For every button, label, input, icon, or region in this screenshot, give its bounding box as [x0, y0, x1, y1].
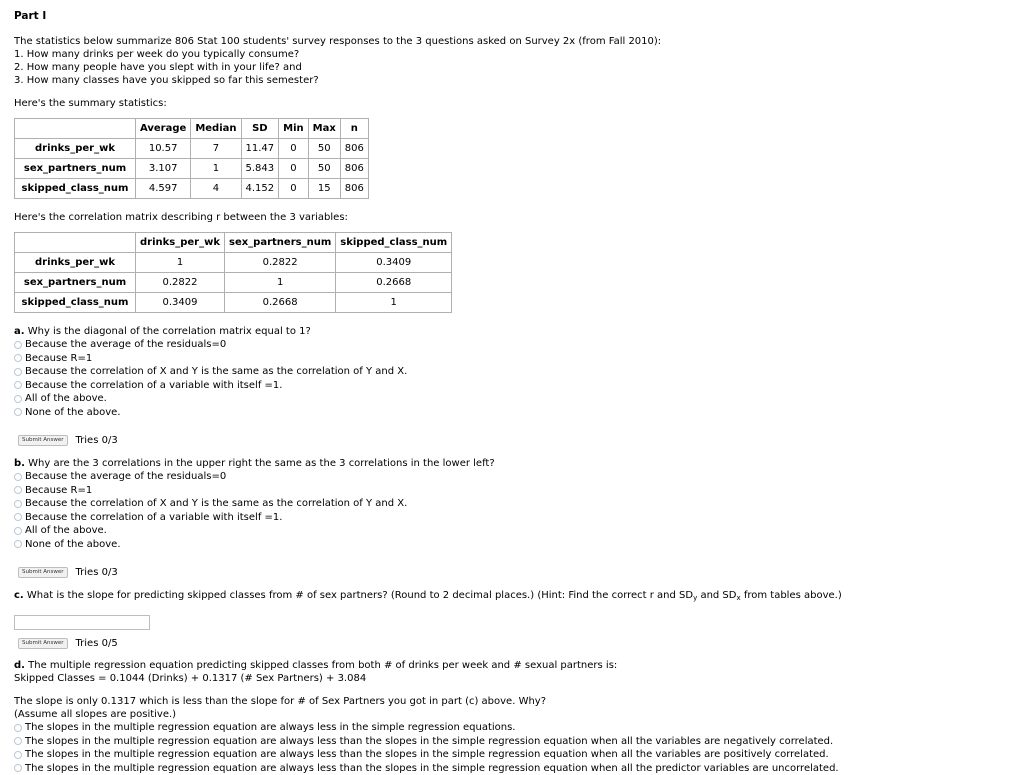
row-label: sex_partners_num — [15, 273, 136, 293]
table-cell: 11.47 — [241, 139, 279, 159]
option-label: Because the correlation of a variable with itself =1. — [25, 379, 282, 392]
followup-question: The slope is only 0.1317 which is less than the slope for # of Sex Partners you got in part (c) above. Why? — [14, 695, 1010, 708]
table-cell: 50 — [308, 159, 340, 179]
option-label: All of the above. — [25, 392, 107, 405]
row-label: drinks_per_wk — [15, 253, 136, 273]
regression-equation: Skipped Classes = 0.1044 (Drinks) + 0.1317 (# Sex Partners) + 3.084 — [14, 672, 1010, 685]
table-cell: 0.2668 — [336, 273, 452, 293]
summary-header-cell: SD — [241, 119, 279, 139]
tries-counter: Tries 0/5 — [76, 637, 118, 650]
assumption-note: (Assume all slopes are positive.) — [14, 708, 1010, 721]
corr-header-cell: skipped_class_num — [336, 233, 452, 253]
question-label: c. — [14, 590, 24, 601]
radio-button[interactable] — [14, 395, 22, 403]
table-cell: 1 — [225, 273, 336, 293]
option-label: Because the correlation of X and Y is the same as the correlation of Y and X. — [25, 497, 407, 510]
subscript-y: y — [693, 594, 697, 602]
question-text: Why is the diagonal of the correlation matrix equal to 1? — [28, 326, 311, 337]
question-b-prompt — [14, 457, 1010, 470]
table-cell: 0 — [279, 179, 309, 199]
answer-option[interactable] — [14, 365, 1010, 379]
option-label: Because the correlation of a variable with itself =1. — [25, 511, 282, 524]
answer-option[interactable] — [14, 352, 1010, 366]
answer-option[interactable] — [14, 484, 1010, 498]
submit-answer-button[interactable]: Submit Answer — [18, 567, 68, 578]
table-cell: 4.597 — [136, 179, 191, 199]
table-cell: 0.3409 — [336, 253, 452, 273]
intro-question-2: 2. How many people have you slept with in your life? and — [14, 61, 1010, 74]
question-label: d. — [14, 660, 25, 671]
summary-heading: Here's the summary statistics: — [14, 97, 1010, 110]
radio-button[interactable] — [14, 500, 22, 508]
submit-row — [14, 565, 1010, 579]
radio-button[interactable] — [14, 724, 22, 732]
table-cell: 806 — [340, 179, 368, 199]
table-row — [15, 273, 452, 293]
radio-button[interactable] — [14, 540, 22, 548]
option-label: All of the above. — [25, 524, 107, 537]
question-label: a. — [14, 326, 25, 337]
table-cell: 0.3409 — [136, 293, 225, 313]
question-c-prompt — [14, 589, 1010, 605]
answer-option[interactable] — [14, 748, 1010, 762]
summary-header-cell: Median — [191, 119, 241, 139]
submit-row — [14, 433, 1010, 447]
table-row — [15, 159, 369, 179]
submit-answer-button[interactable]: Submit Answer — [18, 435, 68, 446]
correlation-heading: Here's the correlation matrix describing r between the 3 variables: — [14, 211, 1010, 224]
question-text-end: from tables above.) — [741, 590, 842, 601]
radio-button[interactable] — [14, 381, 22, 389]
submit-answer-button[interactable]: Submit Answer — [18, 638, 68, 649]
radio-button[interactable] — [14, 341, 22, 349]
corr-header-cell: sex_partners_num — [225, 233, 336, 253]
table-row — [15, 139, 369, 159]
radio-button[interactable] — [14, 408, 22, 416]
intro-question-1: 1. How many drinks per week do you typically consume? — [14, 48, 1010, 61]
option-label: The slopes in the multiple regression equation are always less than the slopes in the simple regression equation when all the variables are positively correlated. — [25, 748, 829, 761]
summary-header-cell: n — [340, 119, 368, 139]
summary-statistics-table — [14, 118, 369, 199]
radio-button[interactable] — [14, 368, 22, 376]
answer-option[interactable] — [14, 538, 1010, 552]
question-text: Why are the 3 correlations in the upper right the same as the 3 correlations in the lower left? — [28, 458, 494, 469]
question-b — [14, 457, 1010, 579]
intro-line: The statistics below summarize 806 Stat 100 students' survey responses to the 3 questions asked on Survey 2x (from Fall 2010): — [14, 35, 1010, 48]
radio-button[interactable] — [14, 513, 22, 521]
corr-corner-cell — [15, 233, 136, 253]
summary-header-cell: Min — [279, 119, 309, 139]
option-label: Because the average of the residuals=0 — [25, 338, 226, 351]
option-label: The slopes in the multiple regression equation are always less than the slopes in the simple regression equation when all the predictor variables are uncorrelated. — [25, 762, 839, 775]
table-cell: 806 — [340, 139, 368, 159]
answer-option[interactable] — [14, 735, 1010, 749]
option-label: None of the above. — [25, 538, 121, 551]
summary-corner-cell — [15, 119, 136, 139]
table-cell: 15 — [308, 179, 340, 199]
correlation-matrix-table — [14, 232, 452, 313]
answer-option[interactable] — [14, 511, 1010, 525]
answer-option[interactable] — [14, 721, 1010, 735]
question-text: The multiple regression equation predicting skipped classes from both # of drinks per week and # sexual partners is: — [28, 660, 617, 671]
page-content — [14, 10, 1010, 775]
answer-option[interactable] — [14, 524, 1010, 538]
row-label: sex_partners_num — [15, 159, 136, 179]
option-label: None of the above. — [25, 406, 121, 419]
table-cell: 4.152 — [241, 179, 279, 199]
row-label: skipped_class_num — [15, 179, 136, 199]
table-row — [15, 253, 452, 273]
radio-button[interactable] — [14, 527, 22, 535]
table-cell: 0.2822 — [136, 273, 225, 293]
question-c — [14, 589, 1010, 650]
question-label: b. — [14, 458, 25, 469]
option-label: Because R=1 — [25, 352, 92, 365]
row-label: skipped_class_num — [15, 293, 136, 313]
answer-option[interactable] — [14, 392, 1010, 406]
table-cell: 0 — [279, 159, 309, 179]
question-d — [14, 659, 1010, 775]
table-cell: 0.2822 — [225, 253, 336, 273]
answer-option[interactable] — [14, 379, 1010, 393]
answer-option[interactable] — [14, 470, 1010, 484]
radio-button[interactable] — [14, 473, 22, 481]
table-cell: 50 — [308, 139, 340, 159]
radio-button[interactable] — [14, 354, 22, 362]
question-text-mid: and SD — [697, 590, 736, 601]
tries-counter: Tries 0/3 — [76, 434, 118, 447]
radio-button[interactable] — [14, 764, 22, 772]
option-label: Because the average of the residuals=0 — [25, 470, 226, 483]
slope-answer-input[interactable] — [14, 615, 150, 630]
table-cell: 3.107 — [136, 159, 191, 179]
table-row — [15, 293, 452, 313]
option-label: The slopes in the multiple regression equation are always less than the slopes in the simple regression equation when all the variables are negatively correlated. — [25, 735, 833, 748]
corr-header-cell: drinks_per_wk — [136, 233, 225, 253]
answer-option[interactable] — [14, 497, 1010, 511]
part-title: Part I — [14, 10, 1010, 23]
question-a — [14, 325, 1010, 447]
row-label: drinks_per_wk — [15, 139, 136, 159]
tries-counter: Tries 0/3 — [76, 566, 118, 579]
radio-button[interactable] — [14, 751, 22, 759]
option-label: Because the correlation of X and Y is the same as the correlation of Y and X. — [25, 365, 407, 378]
radio-button[interactable] — [14, 737, 22, 745]
answer-option[interactable] — [14, 406, 1010, 420]
radio-button[interactable] — [14, 486, 22, 494]
summary-header-cell: Average — [136, 119, 191, 139]
table-cell: 7 — [191, 139, 241, 159]
question-d-prompt — [14, 659, 1010, 672]
submit-row — [14, 636, 1010, 650]
table-cell: 10.57 — [136, 139, 191, 159]
question-a-prompt — [14, 325, 1010, 338]
option-label: Because R=1 — [25, 484, 92, 497]
option-label: The slopes in the multiple regression equation are always less in the simple regression equations. — [25, 721, 516, 734]
corr-header-row — [15, 233, 452, 253]
table-cell: 0 — [279, 139, 309, 159]
table-cell: 1 — [191, 159, 241, 179]
summary-header-row — [15, 119, 369, 139]
intro-question-3: 3. How many classes have you skipped so far this semester? — [14, 74, 1010, 87]
table-cell: 1 — [336, 293, 452, 313]
table-cell: 0.2668 — [225, 293, 336, 313]
answer-option[interactable] — [14, 338, 1010, 352]
table-row — [15, 179, 369, 199]
table-cell: 5.843 — [241, 159, 279, 179]
table-cell: 806 — [340, 159, 368, 179]
answer-option[interactable] — [14, 762, 1010, 775]
question-text: What is the slope for predicting skipped classes from # of sex partners? (Round to 2 decimal places.) (Hint: Find the correct r and SD — [27, 590, 693, 601]
subscript-x: x — [736, 594, 740, 602]
table-cell: 1 — [136, 253, 225, 273]
summary-header-cell: Max — [308, 119, 340, 139]
table-cell: 4 — [191, 179, 241, 199]
